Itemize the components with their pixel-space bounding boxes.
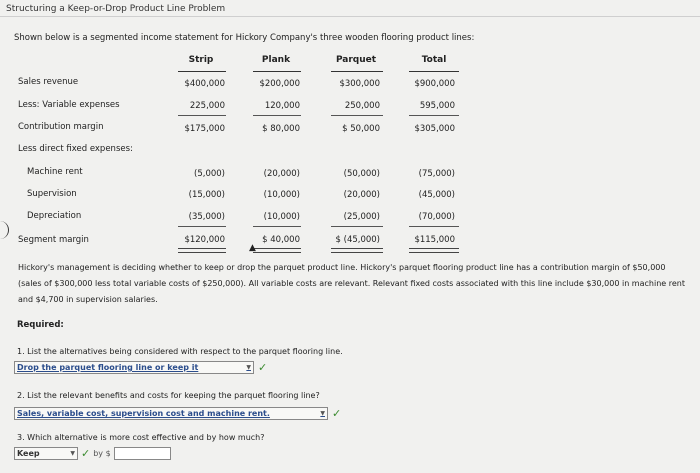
check-icon: ✓ <box>81 447 91 460</box>
cell-depreciation-parquet: (25,000) <box>343 212 380 222</box>
check-icon: ✓ <box>332 407 342 420</box>
row-label-segment-margin: Segment margin <box>18 235 89 245</box>
header-rule <box>409 71 459 72</box>
cell-rent-plank: (20,000) <box>263 169 300 179</box>
cell-rent-strip: (5,000) <box>194 169 225 179</box>
cell-supervision-parquet: (20,000) <box>343 190 380 200</box>
dropdown-caret-icon[interactable]: ▼ <box>70 450 75 457</box>
underline <box>409 115 459 116</box>
cell-cm-total: $305,000 <box>414 124 455 134</box>
double-underline <box>253 248 301 253</box>
underline <box>409 226 459 227</box>
column-header-strip: Strip <box>188 55 214 65</box>
question-1-answer-row <box>14 361 267 374</box>
cell-sales-plank: $200,000 <box>259 79 300 89</box>
column-header-plank: Plank <box>261 55 291 65</box>
cell-sales-strip: $400,000 <box>184 79 225 89</box>
underline <box>253 115 301 116</box>
cell-variable-strip: 225,000 <box>189 101 225 111</box>
underline <box>178 115 226 116</box>
question-2-answer-row <box>14 407 341 420</box>
scroll-bracket <box>0 221 9 239</box>
answer-2-value: Sales, variable cost, supervision cost and machine rent. <box>17 409 270 418</box>
cell-rent-parquet: (50,000) <box>343 169 380 179</box>
underline <box>253 226 301 227</box>
problem-description: Hickory's management is deciding whether to keep or drop the parquet product line. Hickory's parquet flooring product line has a contribution margin of $50,000 (sales of $300,000 less total variable costs of $250,000). All variable costs are relevant. Relevant fixed costs associated with this line include $30,000 in machine rent and $4,700 in supervision salaries. <box>18 263 685 304</box>
underline <box>178 226 226 227</box>
intro-text: Shown below is a segmented income statement for Hickory Company's three wooden flooring product lines: <box>14 33 475 43</box>
cell-rent-total: (75,000) <box>418 169 455 179</box>
question-3: 3. Which alternative is more cost effective and by how much? <box>17 433 265 442</box>
row-label-fixed-expenses: Less direct fixed expenses: <box>18 144 133 154</box>
row-label-supervision: Supervision <box>27 189 77 199</box>
by-amount-label: by $ <box>93 449 111 458</box>
answer-1-value: Drop the parquet flooring line or keep it <box>17 363 199 372</box>
cell-sales-total: $900,000 <box>414 79 455 89</box>
double-underline <box>178 248 226 253</box>
page-title: Structuring a Keep-or-Drop Product Line Problem <box>6 4 226 14</box>
title-divider <box>0 16 700 17</box>
double-underline <box>331 248 383 253</box>
column-header-parquet: Parquet <box>335 55 377 65</box>
cell-segment-plank: $ 40,000 <box>262 235 300 245</box>
cell-cm-plank: $ 80,000 <box>262 124 300 134</box>
cell-depreciation-plank: (10,000) <box>263 212 300 222</box>
question-3-answer-row <box>14 447 171 460</box>
question-2: 2. List the relevant benefits and costs for keeping the parquet flooring line? <box>17 391 320 400</box>
cell-supervision-strip: (15,000) <box>188 190 225 200</box>
cell-segment-parquet: $ (45,000) <box>335 235 380 245</box>
column-header-total: Total <box>421 55 447 65</box>
row-label-machine-rent: Machine rent <box>27 167 83 177</box>
question-1: 1. List the alternatives being considered with respect to the parquet flooring line. <box>17 347 343 356</box>
cell-cm-parquet: $ 50,000 <box>342 124 380 134</box>
dropdown-caret-icon[interactable]: ▼ <box>320 410 325 417</box>
cell-variable-parquet: 250,000 <box>344 101 380 111</box>
cell-depreciation-strip: (35,000) <box>188 212 225 222</box>
row-label-variable-expenses: Less: Variable expenses <box>18 100 120 110</box>
cell-sales-parquet: $300,000 <box>339 79 380 89</box>
underline <box>331 226 383 227</box>
header-rule <box>253 71 301 72</box>
row-label-contribution-margin: Contribution margin <box>18 122 104 132</box>
cell-supervision-total: (45,000) <box>418 190 455 200</box>
dropdown-caret-icon[interactable]: ▼ <box>246 364 251 371</box>
answer-2-dropdown[interactable] <box>14 407 328 420</box>
cell-segment-total: $115,000 <box>414 235 455 245</box>
cell-cm-strip: $175,000 <box>184 124 225 134</box>
answer-3-dropdown[interactable] <box>14 447 78 460</box>
cell-depreciation-total: (70,000) <box>418 212 455 222</box>
header-rule <box>331 71 383 72</box>
row-label-sales-revenue: Sales revenue <box>18 77 79 87</box>
answer-3-value: Keep <box>17 449 40 458</box>
cell-variable-plank: 120,000 <box>264 101 300 111</box>
cell-segment-strip: $120,000 <box>184 235 225 245</box>
header-rule <box>178 71 226 72</box>
underline <box>331 115 383 116</box>
cell-variable-total: 595,000 <box>419 101 455 111</box>
double-underline <box>409 248 459 253</box>
answer-1-dropdown[interactable] <box>14 361 254 374</box>
check-icon: ✓ <box>258 361 268 374</box>
row-label-depreciation: Depreciation <box>27 211 82 221</box>
cell-supervision-plank: (10,000) <box>263 190 300 200</box>
required-heading: Required: <box>17 320 64 330</box>
mouse-cursor-icon: ▲ <box>249 243 256 253</box>
amount-input[interactable] <box>114 447 171 460</box>
